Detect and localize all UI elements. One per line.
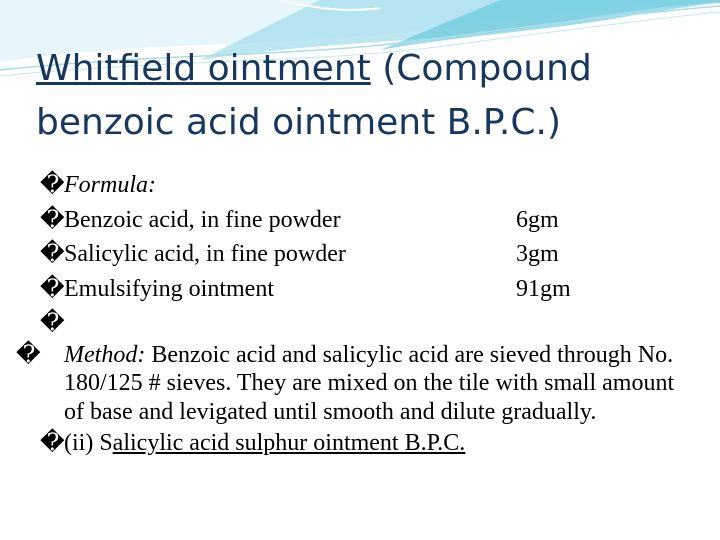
ingredient-qty: 91gm [516, 275, 571, 302]
next-item-line [40, 426, 680, 461]
ingredient-name: Salicylic acid, in fine powder [64, 241, 346, 267]
slide-title [36, 42, 696, 150]
bullet-icon: � [40, 241, 65, 267]
next-item-title: alicylic acid sulphur ointment B.P.C. [112, 430, 466, 456]
ingredient-qty: 6gm [516, 206, 559, 233]
next-item-prefix: (ii) S [64, 430, 113, 456]
slide-body [16, 168, 680, 461]
formula-line [40, 168, 680, 203]
method-paragraph [16, 341, 680, 427]
bullet-icon: � [40, 275, 65, 302]
bullet-icon: � [40, 310, 65, 336]
ingredient-row [40, 237, 680, 272]
ingredient-name: Emulsifying ointment [64, 275, 274, 302]
method-label: Method: [64, 341, 146, 368]
bullet-icon: � [40, 430, 65, 456]
ingredient-row [40, 272, 680, 307]
bullet-icon: � [40, 206, 65, 233]
method-text: Benzoic acid and salicylic acid are sieved through No. 180/125 # sieves. They are mixed on the tile with small amount of base and levigated until smooth and dilute gradually. [64, 341, 675, 425]
formula-label: Formula: [64, 172, 156, 198]
bullet-icon: � [16, 341, 41, 368]
title-rest: (Compound benzoic acid ointment B.P.C.) [36, 48, 592, 143]
ingredient-qty: 3gm [516, 241, 559, 267]
ingredient-name: Benzoic acid, in fine powder [64, 206, 341, 233]
bullet-icon: � [40, 172, 65, 198]
ingredient-row [40, 203, 680, 238]
title-underlined: Whitfield ointment [36, 48, 371, 89]
empty-bullet-line [40, 306, 680, 341]
